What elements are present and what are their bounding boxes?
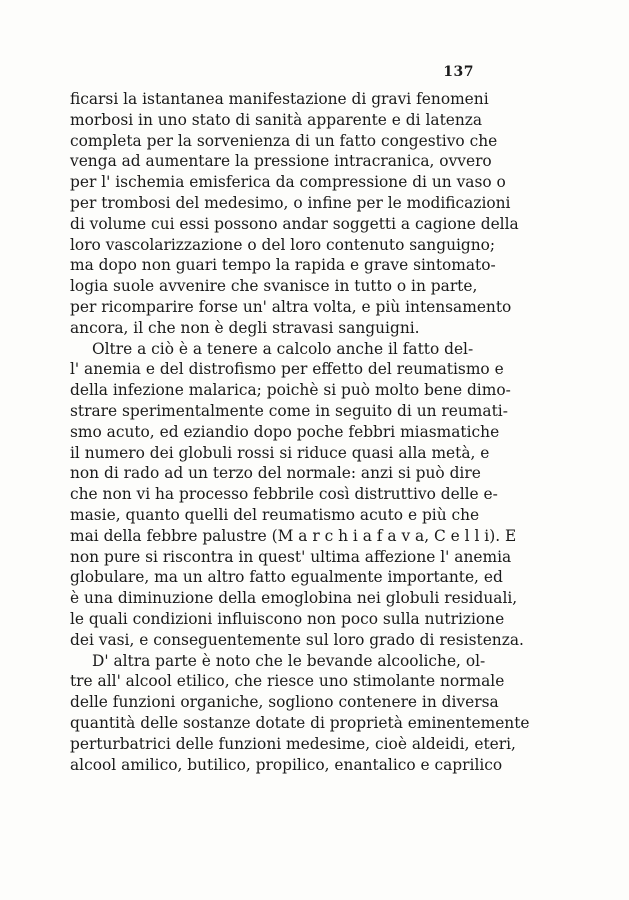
page-number: 137 [443, 64, 474, 80]
text-line: ancora, il che non è degli stravasi sanguigni. [70, 318, 420, 337]
text-line: ficarsi la istantanea manifestazione di gravi fenomeni [70, 90, 489, 108]
text-line: quantità delle sostanze dotate di proprietà eminentemente [70, 713, 530, 732]
text-line: alcool amilico, butilico, propilico, enantalico e caprilico [70, 755, 503, 774]
text-line: non di rado ad un terzo del normale: anzi si può dire [70, 464, 481, 483]
text-line: per ricomparire forse un' altra volta, e più intensamento [70, 297, 512, 316]
text-line: venga ad aumentare la pressione intracranica, ovvero [70, 152, 492, 171]
text-line: il numero dei globuli rossi si riduce quasi alla metà, e [70, 443, 490, 462]
text-line: ma dopo non guari tempo la rapida e grave sintomato- [70, 256, 496, 275]
text-line: per trombosi del medesimo, o infine per le modificazioni [70, 193, 511, 212]
body-text [70, 89, 530, 775]
text-line: tre all' alcool etilico, che riesce uno stimolante normale [70, 672, 505, 691]
text-line: D' altra parte è noto che le bevande alcooliche, ol- [92, 651, 486, 670]
text-line: delle funzioni organiche, sogliono contenere in diversa [70, 693, 499, 712]
text-line: è una diminuzione della emoglobina nei globuli residuali, [70, 589, 518, 608]
text-line: le quali condizioni influiscono non poco sulla nutrizione [70, 609, 505, 628]
text-line: della infezione malarica; poichè si può molto bene dimo- [70, 381, 511, 400]
text-line: loro vascolarizzazione o del loro contenuto sanguigno; [70, 235, 496, 254]
text-line: che non vi ha processo febbrile così distruttivo delle e- [70, 485, 498, 504]
text-line: per l' ischemia emisferica da compressione di un vaso o [70, 173, 506, 192]
text-line: mai della febbre palustre (M a r c h i a f a v a, C e l l i). E [70, 526, 517, 545]
text-line: morbosi in uno stato di sanità apparente e di latenza [70, 110, 483, 129]
text-line: smo acuto, ed eziandio dopo poche febbri miasmatiche [70, 422, 500, 441]
text-line: di volume cui essi possono andar soggetti a cagione della [70, 214, 519, 233]
text-line: Oltre a ciò è a tenere a calcolo anche il fatto del- [92, 339, 474, 358]
text-line: masie, quanto quelli del reumatismo acuto e più che [70, 505, 480, 524]
text-line: l' anemia e del distrofismo per effetto del reumatismo e [70, 360, 504, 379]
text-line: globulare, ma un altro fatto egualmente importante, ed [70, 568, 503, 587]
text-line: logia suole avvenire che svanisce in tutto o in parte, [70, 277, 478, 296]
text-line: completa per la sorvenienza di un fatto congestivo che [70, 131, 498, 150]
text-line: perturbatrici delle funzioni medesime, cioè aldeidi, eteri, [70, 734, 516, 753]
text-line: non pure si riscontra in quest' ultima affezione l' anemia [70, 547, 512, 566]
text-line: dei vasi, e conseguentemente sul loro grado di resistenza. [70, 630, 524, 649]
text-line: strare sperimentalmente come in seguito di un reumati- [70, 401, 508, 420]
